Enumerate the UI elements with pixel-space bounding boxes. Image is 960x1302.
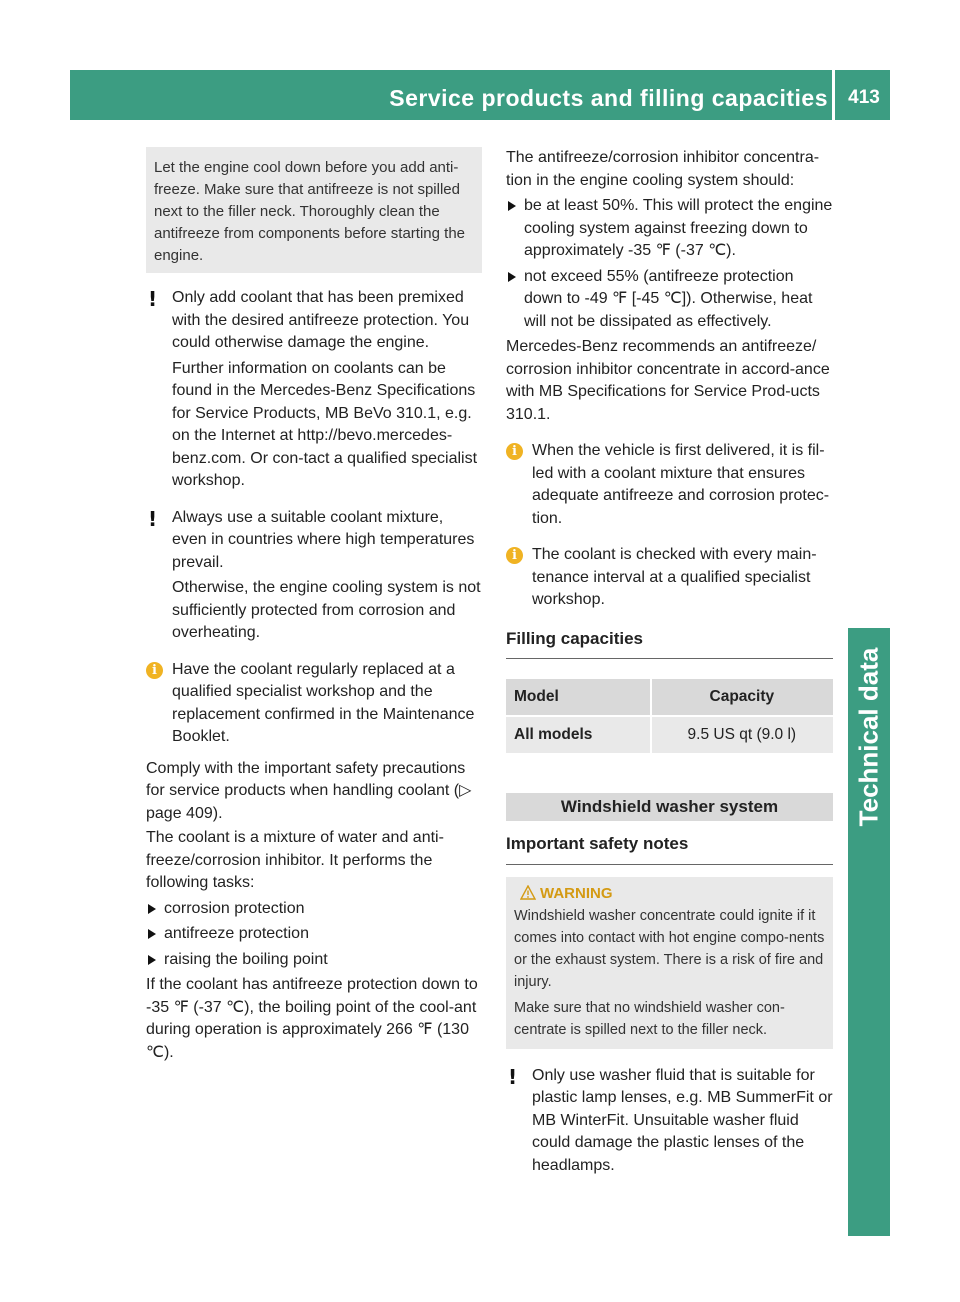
- bullet-arrow-icon: [148, 955, 156, 965]
- chapter-tab-label: Technical data: [853, 647, 884, 827]
- safety-notes-heading: Important safety notes: [506, 833, 833, 865]
- filling-capacities-heading: Filling capacities: [506, 628, 833, 660]
- list-item: not exceed 55% (antifreeze protection down to -49 ℉ [-45 ℃]). Otherwise, heat will not be dissipated as effectively.: [506, 266, 833, 334]
- info-replace: [146, 659, 482, 749]
- bullet-arrow-icon: [508, 201, 516, 211]
- caution-premixed: [146, 287, 482, 493]
- caution-mixture: [146, 507, 482, 645]
- boiling-point-text: If the coolant has antifreeze protection down to -35 ℉ (-37 ℃), the boiling point of the cool-ant during operation is approximately 266 ℉ (130 ℃).: [146, 976, 478, 1061]
- list-item: raising the boiling point: [146, 949, 482, 972]
- column-header-capacity: Capacity: [650, 679, 833, 715]
- bullet-arrow-icon: [148, 904, 156, 914]
- left-column: [146, 147, 482, 1064]
- info-icon: i: [506, 547, 523, 564]
- model-cell: All models: [506, 717, 650, 753]
- header-divider: [832, 70, 835, 120]
- warning-triangle-icon: [520, 885, 536, 900]
- right-column: [506, 147, 833, 1177]
- list-item: antifreeze protection: [146, 923, 482, 946]
- page-number: 413: [848, 87, 880, 108]
- warning-box: [506, 877, 833, 1049]
- table-row: [506, 717, 833, 753]
- info-first-delivery: [506, 440, 833, 530]
- warning-title: WARNING: [540, 884, 613, 902]
- page-title: Service products and filling capacities: [389, 85, 828, 111]
- coolant-description: The coolant is a mixture of water and anti-freeze/corrosion inhibitor. It performs the following tasks:: [146, 829, 444, 891]
- caution-washer-fluid: [506, 1065, 833, 1178]
- list-item: corrosion protection: [146, 898, 482, 921]
- bullet-arrow-icon: [148, 929, 156, 939]
- warning-text: Windshield washer concentrate could ignite if it comes into contact with hot engine compo-nents or the exhaust system. There is a risk of fire and injury.: [514, 907, 825, 990]
- caution-mixture-text: Always use a suitable coolant mixture, even in countries where high temperatures prevail.: [172, 508, 475, 571]
- info-replace-text: Have the coolant regularly replaced at a qualified specialist workshop and the replacement confirmed in the Maintenance Booklet.: [172, 660, 475, 745]
- caution-premixed-more: Further information on coolants can be found in the Mercedes-Benz Specifications for Service Products, MB BeVo 310.1, e.g. on the Internet at http://bevo.mercedes-benz.com. Or con-tact a qualified specialist workshop.: [172, 359, 478, 489]
- warning-instruction: Make sure that no windshield washer con-centrate is spilled next to the filler neck.: [514, 999, 785, 1038]
- concentration-list: [506, 195, 833, 333]
- info-first-delivery-text: When the vehicle is first delivered, it is fil-led with a coolant mixture that ensures adequate antifreeze and corrosion protec-tion.: [532, 442, 830, 527]
- exclamation-icon: !: [148, 506, 158, 531]
- info-icon: i: [506, 443, 523, 460]
- bullet-arrow-icon: [508, 272, 516, 282]
- recommendation-text: Mercedes-Benz recommends an antifreeze/ corrosion inhibitor concentrate in accord-ance with MB Specifications for Service Prod-ucts 310.1.: [506, 338, 830, 423]
- coolant-tasks-list: [146, 898, 482, 972]
- cooldown-note-text: Let the engine cool down before you add anti-freeze. Make sure that antifreeze is not spilled next to the filler neck. Thoroughly clean the antifreeze from components before starting the engine.: [154, 159, 466, 264]
- capacity-table: [506, 677, 833, 755]
- cooldown-note: [146, 147, 482, 273]
- column-header-model: Model: [506, 679, 650, 715]
- table-header-row: [506, 679, 833, 715]
- washer-section-title: Windshield washer system: [506, 793, 833, 821]
- info-maintenance: [506, 544, 833, 612]
- capacity-cell: 9.5 US qt (9.0 l): [650, 717, 833, 753]
- safety-precautions-text: Comply with the important safety precautions for service products when handling coolant (▷ page 409).: [146, 759, 472, 822]
- caution-premixed-text: Only add coolant that has been premixed with the desired antifreeze protection. You could otherwise damage the engine.: [172, 289, 470, 351]
- warning-header: [514, 883, 825, 905]
- concentration-intro: The antifreeze/corrosion inhibitor concentra-tion in the engine cooling system should:: [506, 149, 820, 189]
- exclamation-icon: !: [508, 1064, 518, 1089]
- caution-washer-fluid-text: Only use washer fluid that is suitable for plastic lamp lenses, e.g. MB SummerFit or MB WinterFit. Unsuitable washer fluid could damage the plastic lenses of the headlamps.: [532, 1066, 833, 1174]
- caution-mixture-more: Otherwise, the engine cooling system is not sufficiently protected from corrosion and overheating.: [172, 579, 481, 641]
- list-item: be at least 50%. This will protect the engine cooling system against freezing down to approximately -35 ℉ (-37 ℃).: [506, 195, 833, 263]
- exclamation-icon: !: [148, 287, 158, 311]
- info-maintenance-text: The coolant is checked with every main-tenance interval at a qualified specialist workshop.: [532, 546, 817, 608]
- info-icon: i: [146, 662, 163, 679]
